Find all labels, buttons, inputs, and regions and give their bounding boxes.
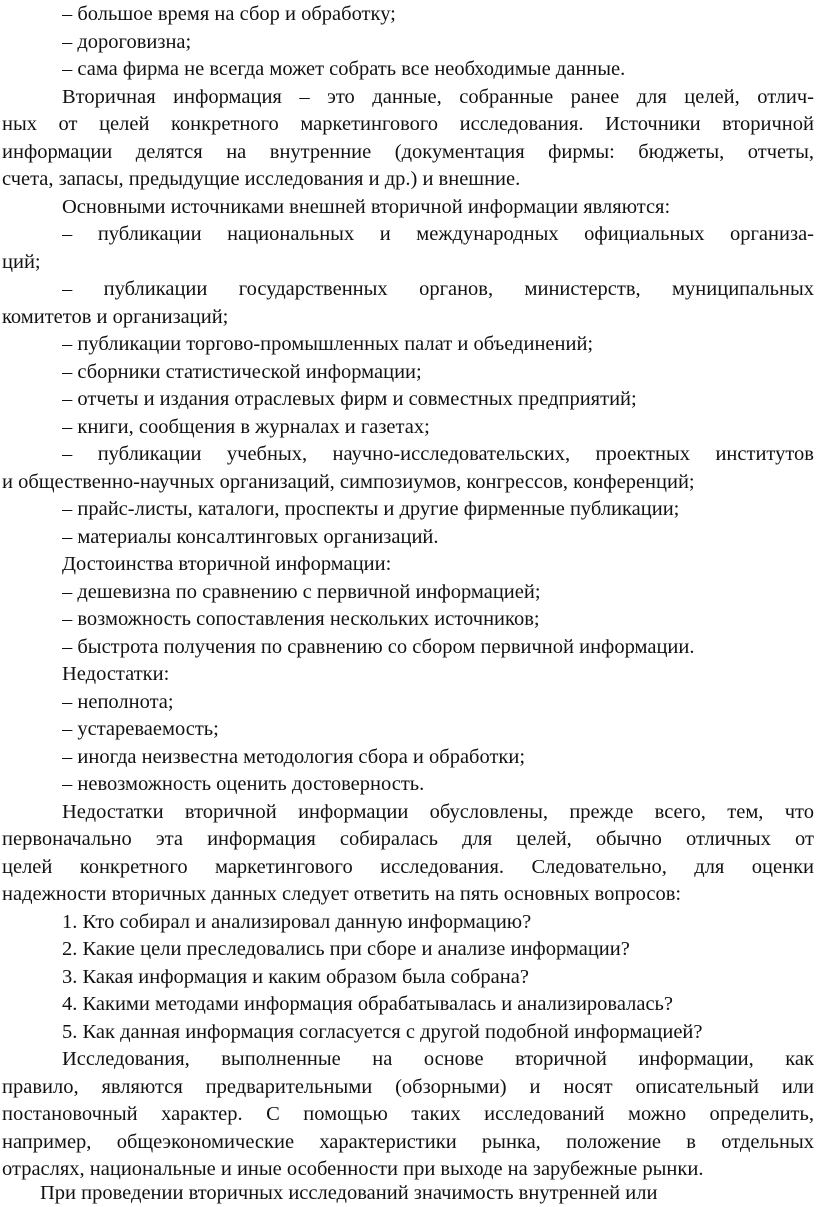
text-line: – сборники статистической информации; <box>62 361 422 383</box>
text-line: ных от целей конкретного маркетингового исследования. Источники вторичной <box>2 113 814 135</box>
text-line: – публикации национальных и международных официальных организа- <box>62 223 814 245</box>
text-line: – отчеты и издания отраслевых фирм и совместных предприятий; <box>62 388 637 410</box>
text-line: Исследования, выполненные на основе вторичной информации, как <box>62 1048 814 1070</box>
text-line: и общественно-научных организаций, симпозиумов, конгрессов, конференций; <box>2 471 695 493</box>
text-line: информации делятся на внутренние (документация фирмы: бюджеты, отчеты, <box>2 141 814 163</box>
text-line: комитетов и организаций; <box>2 306 229 328</box>
text-line: отраслях, национальные и иные особенности при выходе на зарубежные рынки. <box>2 1158 704 1180</box>
text-line: 1. Кто собирал и анализировал данную информацию? <box>62 911 532 933</box>
text-line: – невозможность оценить достоверность. <box>62 773 425 795</box>
text-line: 4. Какими методами информация обрабатывалась и анализировалась? <box>62 993 673 1015</box>
text-line: При проведении вторичных исследований значимость внутренней или <box>40 1182 658 1204</box>
text-line: 5. Как данная информация согласуется с другой подобной информацией? <box>62 1021 703 1043</box>
text-line: Недостатки вторичной информации обусловлены, прежде всего, тем, что <box>62 801 814 823</box>
text-line: – быстрота получения по сравнению со сбором первичной информации. <box>62 636 695 658</box>
text-line: – дороговизна; <box>62 31 192 53</box>
text-line: – публикации государственных органов, министерств, муниципальных <box>62 278 814 300</box>
text-line: счета, запасы, предыдущие исследования и др.) и внешние. <box>2 168 521 190</box>
text-line: 3. Какая информация и каким образом была собрана? <box>62 966 529 988</box>
text-line: – прайс-листы, каталоги, проспекты и другие фирменные публикации; <box>62 498 680 520</box>
text-line: целей конкретного маркетингового исследования. Следовательно, для оценки <box>2 856 814 878</box>
text-line: ций; <box>2 251 41 273</box>
text-line: – устареваемость; <box>62 718 219 740</box>
text-line: первоначально эта информация собиралась для целей, обычно отличных от <box>2 828 814 850</box>
text-line: – иногда неизвестна методология сбора и обработки; <box>62 746 526 768</box>
text-line: 2. Какие цели преследовались при сборе и анализе информации? <box>62 938 630 960</box>
text-line: Недостатки: <box>62 663 170 685</box>
text-line: Вторичная информация – это данные, собранные ранее для целей, отлич- <box>62 86 814 108</box>
text-line: постановочный характер. С помощью таких исследований можно определить, <box>2 1103 814 1125</box>
text-line: – публикации торгово-промышленных палат и объединений; <box>62 333 594 355</box>
text-line: – материалы консалтинговых организаций. <box>62 526 439 548</box>
text-line: надежности вторичных данных следует ответить на пять основных вопросов: <box>2 883 682 905</box>
text-line: – сама фирма не всегда может собрать все необходимые данные. <box>62 58 626 80</box>
text-line: – возможность сопоставления нескольких источников; <box>62 608 540 630</box>
text-line: – публикации учебных, научно-исследовательских, проектных институтов <box>62 443 814 465</box>
text-line: Основными источниками внешней вторичной информации являются: <box>62 196 671 218</box>
text-line: – неполнота; <box>62 691 174 713</box>
text-line: правило, являются предварительными (обзорными) и носят описательный или <box>2 1076 814 1098</box>
text-line: – книги, сообщения в журналах и газетах; <box>62 416 430 438</box>
text-line: – большое время на сбор и обработку; <box>62 3 396 25</box>
text-line: Достоинства вторичной информации: <box>62 553 392 575</box>
text-line: например, общеэкономические характеристики рынка, положение в отдельных <box>2 1131 814 1153</box>
text-line: – дешевизна по сравнению с первичной информацией; <box>62 581 541 603</box>
